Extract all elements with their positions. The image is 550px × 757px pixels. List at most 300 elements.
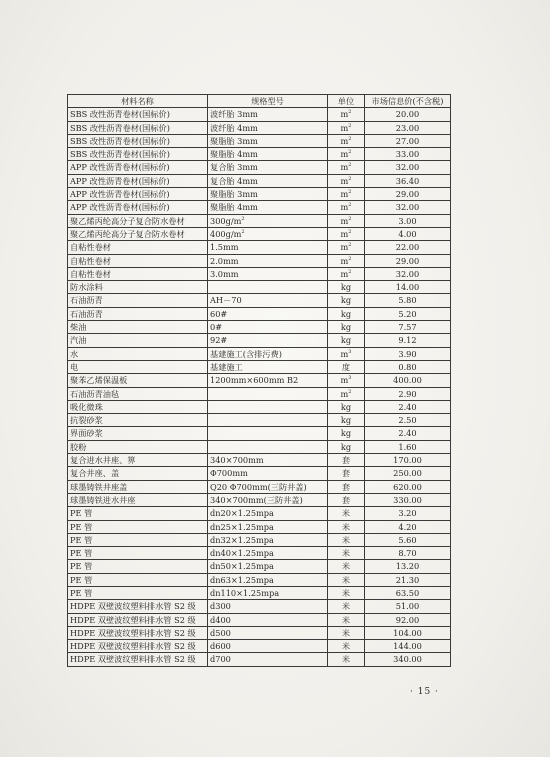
- cell-spec-model-text: 300g/m: [210, 215, 242, 226]
- cell-unit: [328, 520, 365, 533]
- cell-material-name: [68, 281, 208, 294]
- cell-unit: [328, 174, 365, 187]
- cell-spec-model-text: 基建施工(含排污费): [210, 348, 282, 359]
- cell-price: [365, 121, 451, 134]
- cell-spec-model-text: dn63×1.25mpa: [210, 574, 274, 585]
- cell-price-text: 22.00: [395, 242, 420, 253]
- cell-price-text: 4.20: [398, 521, 417, 532]
- cell-spec-model-text: d700: [210, 654, 231, 665]
- cell-unit: [328, 321, 365, 334]
- table-row: [68, 214, 451, 227]
- cell-material-name-text: APP 改性沥青卷材(国标价): [70, 162, 170, 173]
- cell-material-name: [68, 533, 208, 546]
- cell-price-text: 340.00: [393, 654, 422, 665]
- cell-unit: [328, 334, 365, 347]
- cell-price: [365, 400, 451, 413]
- table-row: [68, 374, 451, 387]
- cell-material-name: [68, 214, 208, 227]
- cell-spec-model: [208, 573, 328, 586]
- table-row: [68, 480, 451, 493]
- cell-unit-text: 米: [341, 548, 351, 559]
- cell-unit: [328, 121, 365, 134]
- table-row: [68, 174, 451, 187]
- cell-spec-model-text: dn32×1.25mpa: [210, 534, 274, 545]
- cell-price-text: 51.00: [395, 601, 420, 612]
- table-row: [68, 121, 451, 134]
- unit-superscript: 2: [348, 242, 352, 249]
- cell-spec-model: [208, 640, 328, 653]
- cell-material-name: [68, 520, 208, 533]
- cell-unit-text: 米: [341, 508, 351, 519]
- cell-material-name-text: 聚乙烯丙纶高分子复合防水卷材: [70, 228, 185, 239]
- cell-unit-text: kg: [340, 322, 352, 333]
- cell-price: [365, 640, 451, 653]
- cell-material-name: [68, 454, 208, 467]
- header-material-name: 材料名称: [68, 95, 208, 108]
- cell-unit-text: m: [340, 268, 349, 279]
- cell-spec-model: [208, 387, 328, 400]
- cell-unit-text: m: [340, 122, 349, 133]
- cell-unit: [328, 640, 365, 653]
- cell-material-name-text: 石油沥青油毡: [70, 388, 120, 399]
- unit-superscript: 2: [348, 109, 352, 116]
- cell-unit-text: m: [340, 375, 349, 386]
- cell-unit-text: m: [340, 242, 349, 253]
- cell-price: [365, 626, 451, 639]
- table-row: [68, 454, 451, 467]
- table-row: [68, 108, 451, 121]
- cell-spec-model-text: d600: [210, 641, 231, 652]
- cell-price: [365, 374, 451, 387]
- cell-spec-model: [208, 586, 328, 599]
- unit-superscript: 2: [348, 388, 352, 395]
- cell-spec-model: [208, 653, 328, 666]
- unit-superscript: 2: [348, 162, 352, 169]
- cell-price-text: 104.00: [393, 627, 422, 638]
- cell-material-name: [68, 467, 208, 480]
- cell-unit-text: m: [340, 202, 349, 213]
- cell-price: [365, 427, 451, 440]
- cell-price: [365, 586, 451, 599]
- cell-unit: [328, 227, 365, 240]
- table-row: [68, 626, 451, 639]
- cell-material-name-text: 抗裂砂浆: [70, 415, 103, 426]
- cell-unit-text: m: [340, 175, 349, 186]
- cell-spec-model: [208, 626, 328, 639]
- cell-unit-text: 米: [341, 614, 351, 625]
- cell-spec-model: [208, 400, 328, 413]
- cell-price: [365, 108, 451, 121]
- cell-price-text: 170.00: [393, 455, 422, 466]
- cell-unit: [328, 387, 365, 400]
- cell-spec-model-text: 340×700mm(三防井盖): [210, 494, 303, 505]
- table-row: [68, 241, 451, 254]
- cell-material-name-text: HDPE 双壁波纹塑料排水管 S2 级: [70, 654, 196, 665]
- cell-spec-model: [208, 560, 328, 573]
- cell-spec-model: [208, 613, 328, 626]
- cell-spec-model: [208, 467, 328, 480]
- cell-unit: [328, 427, 365, 440]
- cell-price-text: 14.00: [395, 282, 420, 293]
- cell-unit-text: kg: [340, 335, 352, 346]
- cell-unit: [328, 281, 365, 294]
- cell-unit-text: kg: [340, 401, 352, 412]
- cell-material-name-text: 自粘性卷材: [70, 268, 111, 279]
- cell-price: [365, 547, 451, 560]
- cell-spec-model: [208, 374, 328, 387]
- cell-spec-model-text: Φ700mm: [210, 468, 248, 479]
- cell-material-name: [68, 148, 208, 161]
- cell-price: [365, 520, 451, 533]
- cell-material-name: [68, 547, 208, 560]
- cell-unit-text: m: [340, 215, 349, 226]
- cell-price: [365, 214, 451, 227]
- cell-material-name: [68, 121, 208, 134]
- cell-spec-model: [208, 414, 328, 427]
- cell-price-text: 21.30: [395, 574, 420, 585]
- cell-price: [365, 201, 451, 214]
- table-row: [68, 321, 451, 334]
- cell-material-name: [68, 174, 208, 187]
- cell-material-name: [68, 600, 208, 613]
- cell-price-text: 63.50: [395, 587, 420, 598]
- cell-price: [365, 507, 451, 520]
- table-row: [68, 400, 451, 413]
- header-market-price: 市场信息价(不含税): [365, 95, 451, 108]
- cell-unit-text: m: [340, 189, 349, 200]
- cell-price: [365, 267, 451, 280]
- cell-spec-model-text: 340×700mm: [210, 455, 264, 466]
- cell-unit: [328, 134, 365, 147]
- cell-material-name-text: HDPE 双壁波纹塑料排水管 S2 级: [70, 601, 196, 612]
- cell-material-name: [68, 387, 208, 400]
- cell-unit: [328, 254, 365, 267]
- cell-material-name: [68, 267, 208, 280]
- cell-material-name-text: HDPE 双壁波纹塑料排水管 S2 级: [70, 641, 196, 652]
- cell-unit-text: kg: [340, 415, 352, 426]
- cell-material-name-text: 电: [70, 361, 79, 372]
- cell-spec-model-text: dn50×1.25mpa: [210, 561, 274, 572]
- cell-price: [365, 573, 451, 586]
- cell-spec-model: [208, 148, 328, 161]
- cell-spec-model: [208, 188, 328, 201]
- table-header-row: [68, 95, 451, 108]
- cell-price-text: 8.70: [398, 548, 417, 559]
- cell-material-name-text: PE 管: [70, 574, 93, 585]
- cell-price: [365, 653, 451, 666]
- table-row: [68, 294, 451, 307]
- cell-unit: [328, 613, 365, 626]
- cell-price-text: 2.40: [398, 401, 417, 412]
- cell-spec-model-text: 2.0mm: [210, 255, 239, 266]
- cell-spec-model: [208, 214, 328, 227]
- cell-price-text: 2.90: [398, 388, 417, 399]
- table-row: [68, 573, 451, 586]
- cell-unit-text: 米: [341, 627, 351, 638]
- cell-material-name: [68, 507, 208, 520]
- cell-spec-model: [208, 507, 328, 520]
- table-row: [68, 586, 451, 599]
- cell-price-text: 20.00: [395, 109, 420, 120]
- spec-superscript: 2: [241, 228, 245, 235]
- table-row: [68, 387, 451, 400]
- cell-unit: [328, 467, 365, 480]
- cell-material-name-text: HDPE 双壁波纹塑料排水管 S2 级: [70, 614, 196, 625]
- cell-price: [365, 454, 451, 467]
- cell-unit-text: 米: [341, 561, 351, 572]
- table-row: [68, 440, 451, 453]
- table-row: [68, 360, 451, 373]
- cell-spec-model-text: d400: [210, 614, 231, 625]
- cell-unit-text: kg: [340, 282, 352, 293]
- cell-spec-model: [208, 121, 328, 134]
- cell-material-name: [68, 334, 208, 347]
- cell-price-text: 32.00: [395, 268, 420, 279]
- table-row: [68, 560, 451, 573]
- cell-material-name: [68, 307, 208, 320]
- cell-price: [365, 148, 451, 161]
- cell-material-name-text: PE 管: [70, 521, 93, 532]
- cell-price: [365, 533, 451, 546]
- cell-price: [365, 241, 451, 254]
- cell-price: [365, 613, 451, 626]
- table-row: [68, 254, 451, 267]
- cell-material-name: [68, 254, 208, 267]
- cell-material-name-text: 石油沥青: [70, 295, 103, 306]
- cell-unit: [328, 533, 365, 546]
- cell-unit-text: 米: [341, 587, 351, 598]
- cell-unit: [328, 480, 365, 493]
- cell-price: [365, 360, 451, 373]
- cell-spec-model: [208, 533, 328, 546]
- cell-spec-model: [208, 281, 328, 294]
- table-row: [68, 161, 451, 174]
- cell-price-text: 5.60: [398, 534, 417, 545]
- cell-unit-text: 套: [341, 481, 351, 492]
- table-row: [68, 307, 451, 320]
- cell-price: [365, 493, 451, 506]
- cell-material-name-text: SBS 改性沥青卷材(国标价): [70, 135, 170, 146]
- cell-price-text: 5.20: [398, 308, 417, 319]
- cell-material-name-text: APP 改性沥青卷材(国标价): [70, 202, 170, 213]
- cell-unit-text: kg: [340, 428, 352, 439]
- cell-material-name-text: 自粘性卷材: [70, 242, 111, 253]
- cell-spec-model: [208, 427, 328, 440]
- cell-spec-model-text: Q20 Φ700mm(三防井盖): [210, 481, 307, 492]
- cell-spec-model: [208, 334, 328, 347]
- cell-unit: [328, 507, 365, 520]
- cell-unit: [328, 400, 365, 413]
- cell-material-name-text: APP 改性沥青卷材(国标价): [70, 175, 170, 186]
- cell-material-name-text: PE 管: [70, 548, 93, 559]
- cell-price: [365, 600, 451, 613]
- cell-price-text: 7.57: [398, 322, 417, 333]
- cell-unit: [328, 294, 365, 307]
- cell-material-name: [68, 241, 208, 254]
- cell-material-name: [68, 427, 208, 440]
- header-unit: 单位: [328, 95, 365, 108]
- cell-price-text: 3.00: [398, 215, 417, 226]
- cell-material-name-text: 球墨铸铁进水井座: [70, 494, 136, 505]
- cell-unit-text: m: [340, 149, 349, 160]
- cell-unit-text: 度: [341, 361, 351, 372]
- table-row: [68, 281, 451, 294]
- cell-spec-model: [208, 201, 328, 214]
- cell-unit: [328, 374, 365, 387]
- table-row: [68, 520, 451, 533]
- cell-material-name-text: 聚苯乙烯保温板: [70, 375, 128, 386]
- cell-spec-model-text: dn25×1.25mpa: [210, 521, 274, 532]
- cell-unit-text: 米: [341, 601, 351, 612]
- cell-spec-model: [208, 547, 328, 560]
- cell-material-name-text: PE 管: [70, 561, 93, 572]
- cell-unit-text: m: [340, 255, 349, 266]
- cell-material-name: [68, 201, 208, 214]
- unit-superscript: 2: [348, 122, 352, 129]
- page-number: · 15 ·: [410, 687, 439, 697]
- cell-spec-model: [208, 227, 328, 240]
- cell-unit-text: 米: [341, 534, 351, 545]
- cell-price-text: 4.00: [398, 228, 417, 239]
- cell-material-name-text: PE 管: [70, 587, 93, 598]
- cell-spec-model-text: d500: [210, 627, 231, 638]
- cell-unit: [328, 148, 365, 161]
- cell-unit-text: 米: [341, 641, 351, 652]
- cell-unit-text: m: [340, 228, 349, 239]
- table-row: [68, 188, 451, 201]
- cell-material-name-text: 界面砂浆: [70, 428, 103, 439]
- cell-price: [365, 480, 451, 493]
- table-row: [68, 267, 451, 280]
- unit-superscript: 2: [348, 202, 352, 209]
- cell-price: [365, 347, 451, 360]
- cell-unit: [328, 161, 365, 174]
- cell-unit-text: kg: [340, 308, 352, 319]
- cell-material-name: [68, 480, 208, 493]
- table-row: [68, 427, 451, 440]
- table-row: [68, 414, 451, 427]
- unit-superscript: 2: [348, 228, 352, 235]
- cell-unit-text: 米: [341, 574, 351, 585]
- cell-unit: [328, 547, 365, 560]
- cell-price-text: 92.00: [395, 614, 420, 625]
- cell-material-name-text: SBS 改性沥青卷材(国标价): [70, 109, 170, 120]
- cell-spec-model: [208, 241, 328, 254]
- table-row: [68, 600, 451, 613]
- cell-spec-model-text: dn40×1.25mpa: [210, 548, 274, 559]
- cell-material-name: [68, 227, 208, 240]
- cell-unit-text: 米: [341, 654, 351, 665]
- cell-unit-text: kg: [340, 441, 352, 452]
- unit-superscript: 2: [348, 215, 352, 222]
- cell-material-name: [68, 400, 208, 413]
- cell-spec-model-text: 1.5mm: [210, 242, 239, 253]
- cell-spec-model-text: 0#: [210, 322, 223, 333]
- cell-spec-model-text: 92#: [210, 335, 228, 346]
- table-row: [68, 507, 451, 520]
- cell-material-name-text: 复合井座、盖: [70, 468, 120, 479]
- cell-unit: [328, 241, 365, 254]
- cell-unit: [328, 493, 365, 506]
- cell-price: [365, 387, 451, 400]
- cell-price: [365, 254, 451, 267]
- cell-price-text: 0.80: [398, 361, 417, 372]
- cell-price: [365, 294, 451, 307]
- cell-spec-model: [208, 520, 328, 533]
- cell-spec-model-text: 60#: [210, 308, 228, 319]
- cell-unit-text: 米: [341, 521, 351, 532]
- cell-unit: [328, 600, 365, 613]
- cell-unit-text: m: [340, 388, 349, 399]
- cell-spec-model-text: 聚脂胎 3mm: [210, 135, 258, 146]
- cell-spec-model: [208, 267, 328, 280]
- cell-material-name: [68, 374, 208, 387]
- cell-material-name-text: 复合进水井座、箅: [70, 455, 136, 466]
- cell-material-name: [68, 294, 208, 307]
- cell-price-text: 144.00: [393, 641, 422, 652]
- cell-spec-model: [208, 493, 328, 506]
- cell-material-name: [68, 586, 208, 599]
- cell-material-name-text: PE 管: [70, 534, 93, 545]
- header-spec-model: 规格型号: [208, 95, 328, 108]
- cell-material-name-text: 水: [70, 348, 79, 359]
- cell-price-text: 2.50: [398, 415, 417, 426]
- cell-price-text: 330.00: [393, 494, 422, 505]
- cell-material-name: [68, 134, 208, 147]
- cell-material-name-text: SBS 改性沥青卷材(国标价): [70, 122, 170, 133]
- cell-price-text: 250.00: [393, 468, 422, 479]
- cell-spec-model-text: 复合胎 3mm: [210, 162, 258, 173]
- cell-spec-model: [208, 454, 328, 467]
- cell-spec-model: [208, 174, 328, 187]
- cell-price: [365, 281, 451, 294]
- cell-spec-model-text: 波纤胎 3mm: [210, 109, 258, 120]
- cell-spec-model: [208, 161, 328, 174]
- cell-price-text: 2.40: [398, 428, 417, 439]
- table-row: [68, 613, 451, 626]
- cell-material-name: [68, 108, 208, 121]
- table-row: [68, 227, 451, 240]
- cell-unit: [328, 214, 365, 227]
- cell-price-text: 27.00: [395, 135, 420, 146]
- cell-spec-model-text: dn110×1.25mpa: [210, 587, 280, 598]
- cell-price: [365, 174, 451, 187]
- cell-spec-model-text: 复合胎 4mm: [210, 175, 258, 186]
- unit-superscript: 2: [348, 175, 352, 182]
- cell-price-text: 400.00: [393, 375, 422, 386]
- cell-price-text: 36.40: [395, 175, 420, 186]
- unit-superscript: 3: [348, 348, 352, 355]
- cell-spec-model-text: d300: [210, 601, 231, 612]
- price-table: [67, 94, 451, 667]
- cell-material-name-text: SBS 改性沥青卷材(国标价): [70, 149, 170, 160]
- cell-unit-text: m: [340, 109, 349, 120]
- cell-material-name: [68, 493, 208, 506]
- cell-spec-model: [208, 254, 328, 267]
- cell-material-name-text: 聚乙烯丙纶高分子复合防水卷材: [70, 215, 185, 226]
- table-row: [68, 653, 451, 666]
- cell-unit: [328, 360, 365, 373]
- cell-price-text: 3.90: [398, 348, 417, 359]
- cell-unit: [328, 653, 365, 666]
- cell-price-text: 3.20: [398, 508, 417, 519]
- cell-material-name: [68, 347, 208, 360]
- table-row: [68, 347, 451, 360]
- unit-superscript: 2: [348, 255, 352, 262]
- cell-material-name-text: 球墨铸铁井座盖: [70, 481, 128, 492]
- cell-spec-model-text: dn20×1.25mpa: [210, 508, 274, 519]
- cell-material-name: [68, 613, 208, 626]
